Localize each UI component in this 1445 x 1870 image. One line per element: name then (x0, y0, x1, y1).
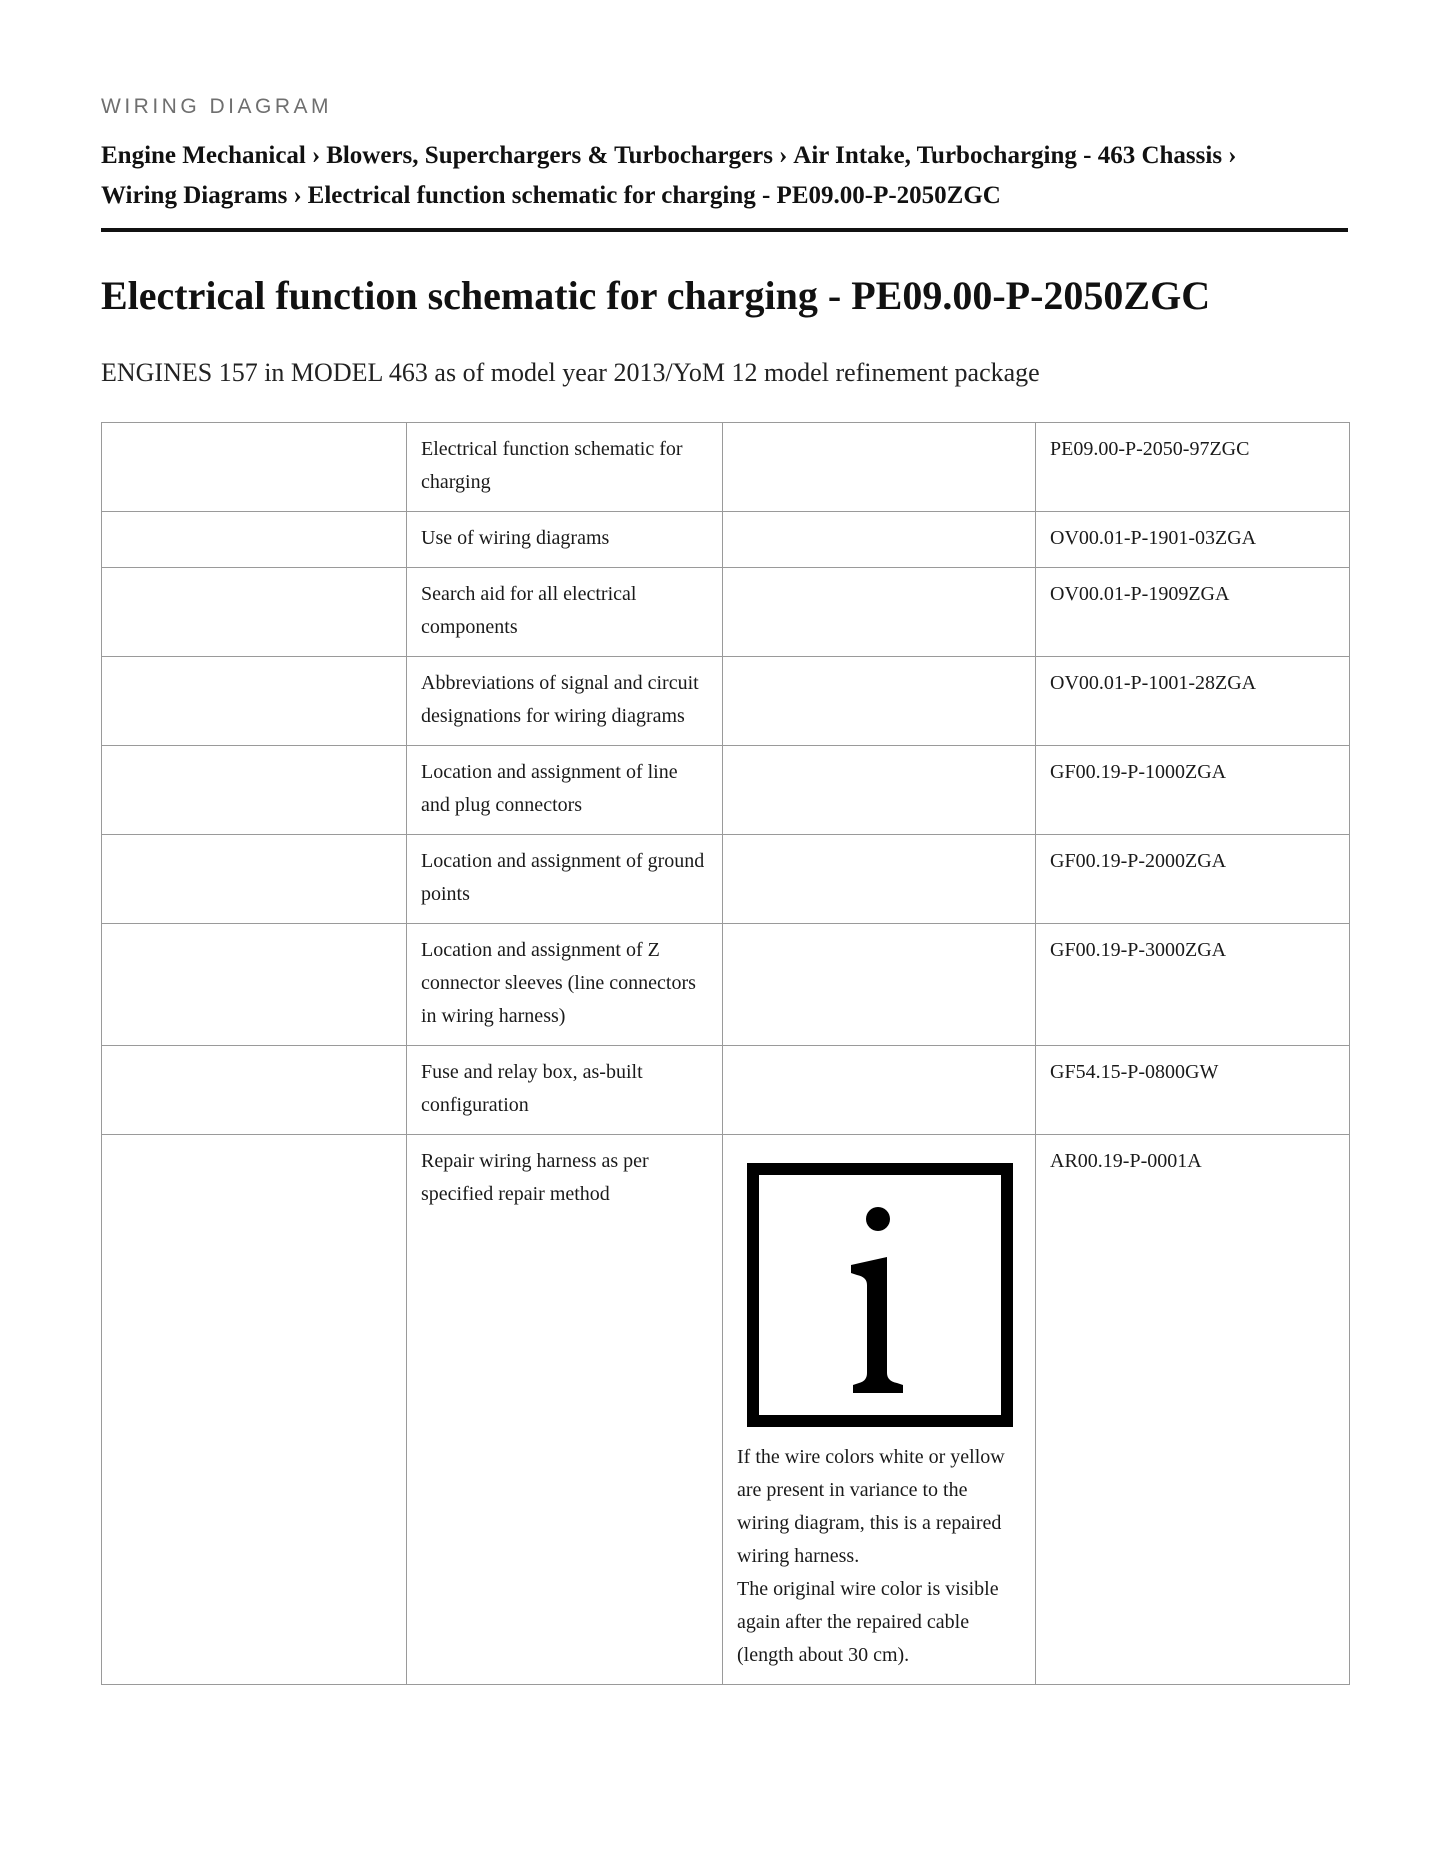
header-divider (101, 228, 1348, 232)
document-page (101, 92, 1348, 1685)
note-text: The original wire color is visible again after the repaired cable (length about 30 cm). (737, 1578, 999, 1666)
table-cell-empty (723, 512, 1036, 568)
table-cell-empty (102, 924, 407, 1046)
table-row (102, 1135, 1350, 1685)
table-cell-description: Fuse and relay box, as-built configuration (407, 1046, 723, 1135)
breadcrumb-item[interactable]: Blowers, Superchargers & Turbochargers (326, 142, 773, 169)
page-title: Electrical function schematic for charging - PE09.00-P-2050ZGC (101, 273, 1211, 318)
table-cell-code[interactable]: OV00.01-P-1909ZGA (1036, 568, 1350, 657)
breadcrumb-separator: › (1228, 142, 1237, 169)
table-cell-empty (102, 512, 407, 568)
table-row (102, 746, 1350, 835)
table-cell-empty (102, 746, 407, 835)
table-cell-code[interactable]: GF00.19-P-2000ZGA (1036, 835, 1350, 924)
table-cell-empty (723, 423, 1036, 512)
breadcrumb-separator: › (311, 142, 321, 169)
table-row (102, 657, 1350, 746)
table-cell-note (723, 1135, 1036, 1685)
table-cell-description: Repair wiring harness as per specified repair method (407, 1135, 723, 1685)
table-cell-empty (102, 657, 407, 746)
table-row (102, 423, 1350, 512)
table-cell-empty (723, 1046, 1036, 1135)
breadcrumb-item[interactable]: Air Intake, Turbocharging - 463 Chassis (793, 142, 1223, 169)
table-cell-empty (102, 835, 407, 924)
table-cell-code[interactable]: PE09.00-P-2050-97ZGC (1036, 423, 1350, 512)
table-row (102, 512, 1350, 568)
table-cell-description: Abbreviations of signal and circuit designations for wiring diagrams (407, 657, 723, 746)
table-cell-empty (102, 1046, 407, 1135)
table-cell-empty (723, 657, 1036, 746)
breadcrumb-item-current: Electrical function schematic for charging - PE09.00-P-2050ZGC (307, 182, 1001, 209)
section-eyebrow: WIRING DIAGRAM (101, 95, 332, 118)
breadcrumb-separator: › (778, 142, 788, 169)
table-cell-description: Electrical function schematic for charging (407, 423, 723, 512)
table-cell-code[interactable]: OV00.01-P-1001-28ZGA (1036, 657, 1350, 746)
note-text: If the wire colors white or yellow are present in variance to the wiring diagram, this is a repaired wiring harness. (737, 1446, 1005, 1567)
breadcrumb (101, 136, 1348, 216)
table-cell-code[interactable]: AR00.19-P-0001A (1036, 1135, 1350, 1685)
table-row (102, 924, 1350, 1046)
table-cell-description: Location and assignment of ground points (407, 835, 723, 924)
breadcrumb-item[interactable]: Wiring Diagrams (101, 182, 288, 209)
breadcrumb-item[interactable]: Engine Mechanical (101, 142, 306, 169)
reference-table (101, 422, 1350, 1685)
table-cell-code[interactable]: GF00.19-P-3000ZGA (1036, 924, 1350, 1046)
table-row (102, 568, 1350, 657)
table-cell-description: Location and assignment of Z connector sleeves (line connectors in wiring harness) (407, 924, 723, 1046)
table-row (102, 835, 1350, 924)
table-cell-empty (723, 568, 1036, 657)
table-cell-empty (102, 1135, 407, 1685)
table-cell-code[interactable]: GF00.19-P-1000ZGA (1036, 746, 1350, 835)
table-cell-code[interactable]: GF54.15-P-0800GW (1036, 1046, 1350, 1135)
table-cell-description: Search aid for all electrical components (407, 568, 723, 657)
table-cell-empty (102, 568, 407, 657)
table-cell-description: Location and assignment of line and plug connectors (407, 746, 723, 835)
table-cell-empty (102, 423, 407, 512)
table-row (102, 1046, 1350, 1135)
info-icon (747, 1163, 1013, 1427)
table-cell-empty (723, 924, 1036, 1046)
table-cell-description: Use of wiring diagrams (407, 512, 723, 568)
table-cell-code[interactable]: OV00.01-P-1901-03ZGA (1036, 512, 1350, 568)
table-cell-empty (723, 835, 1036, 924)
breadcrumb-separator: › (293, 182, 302, 209)
page-subtitle: ENGINES 157 in MODEL 463 as of model year 2013/YoM 12 model refinement package (101, 358, 1040, 387)
table-cell-empty (723, 746, 1036, 835)
